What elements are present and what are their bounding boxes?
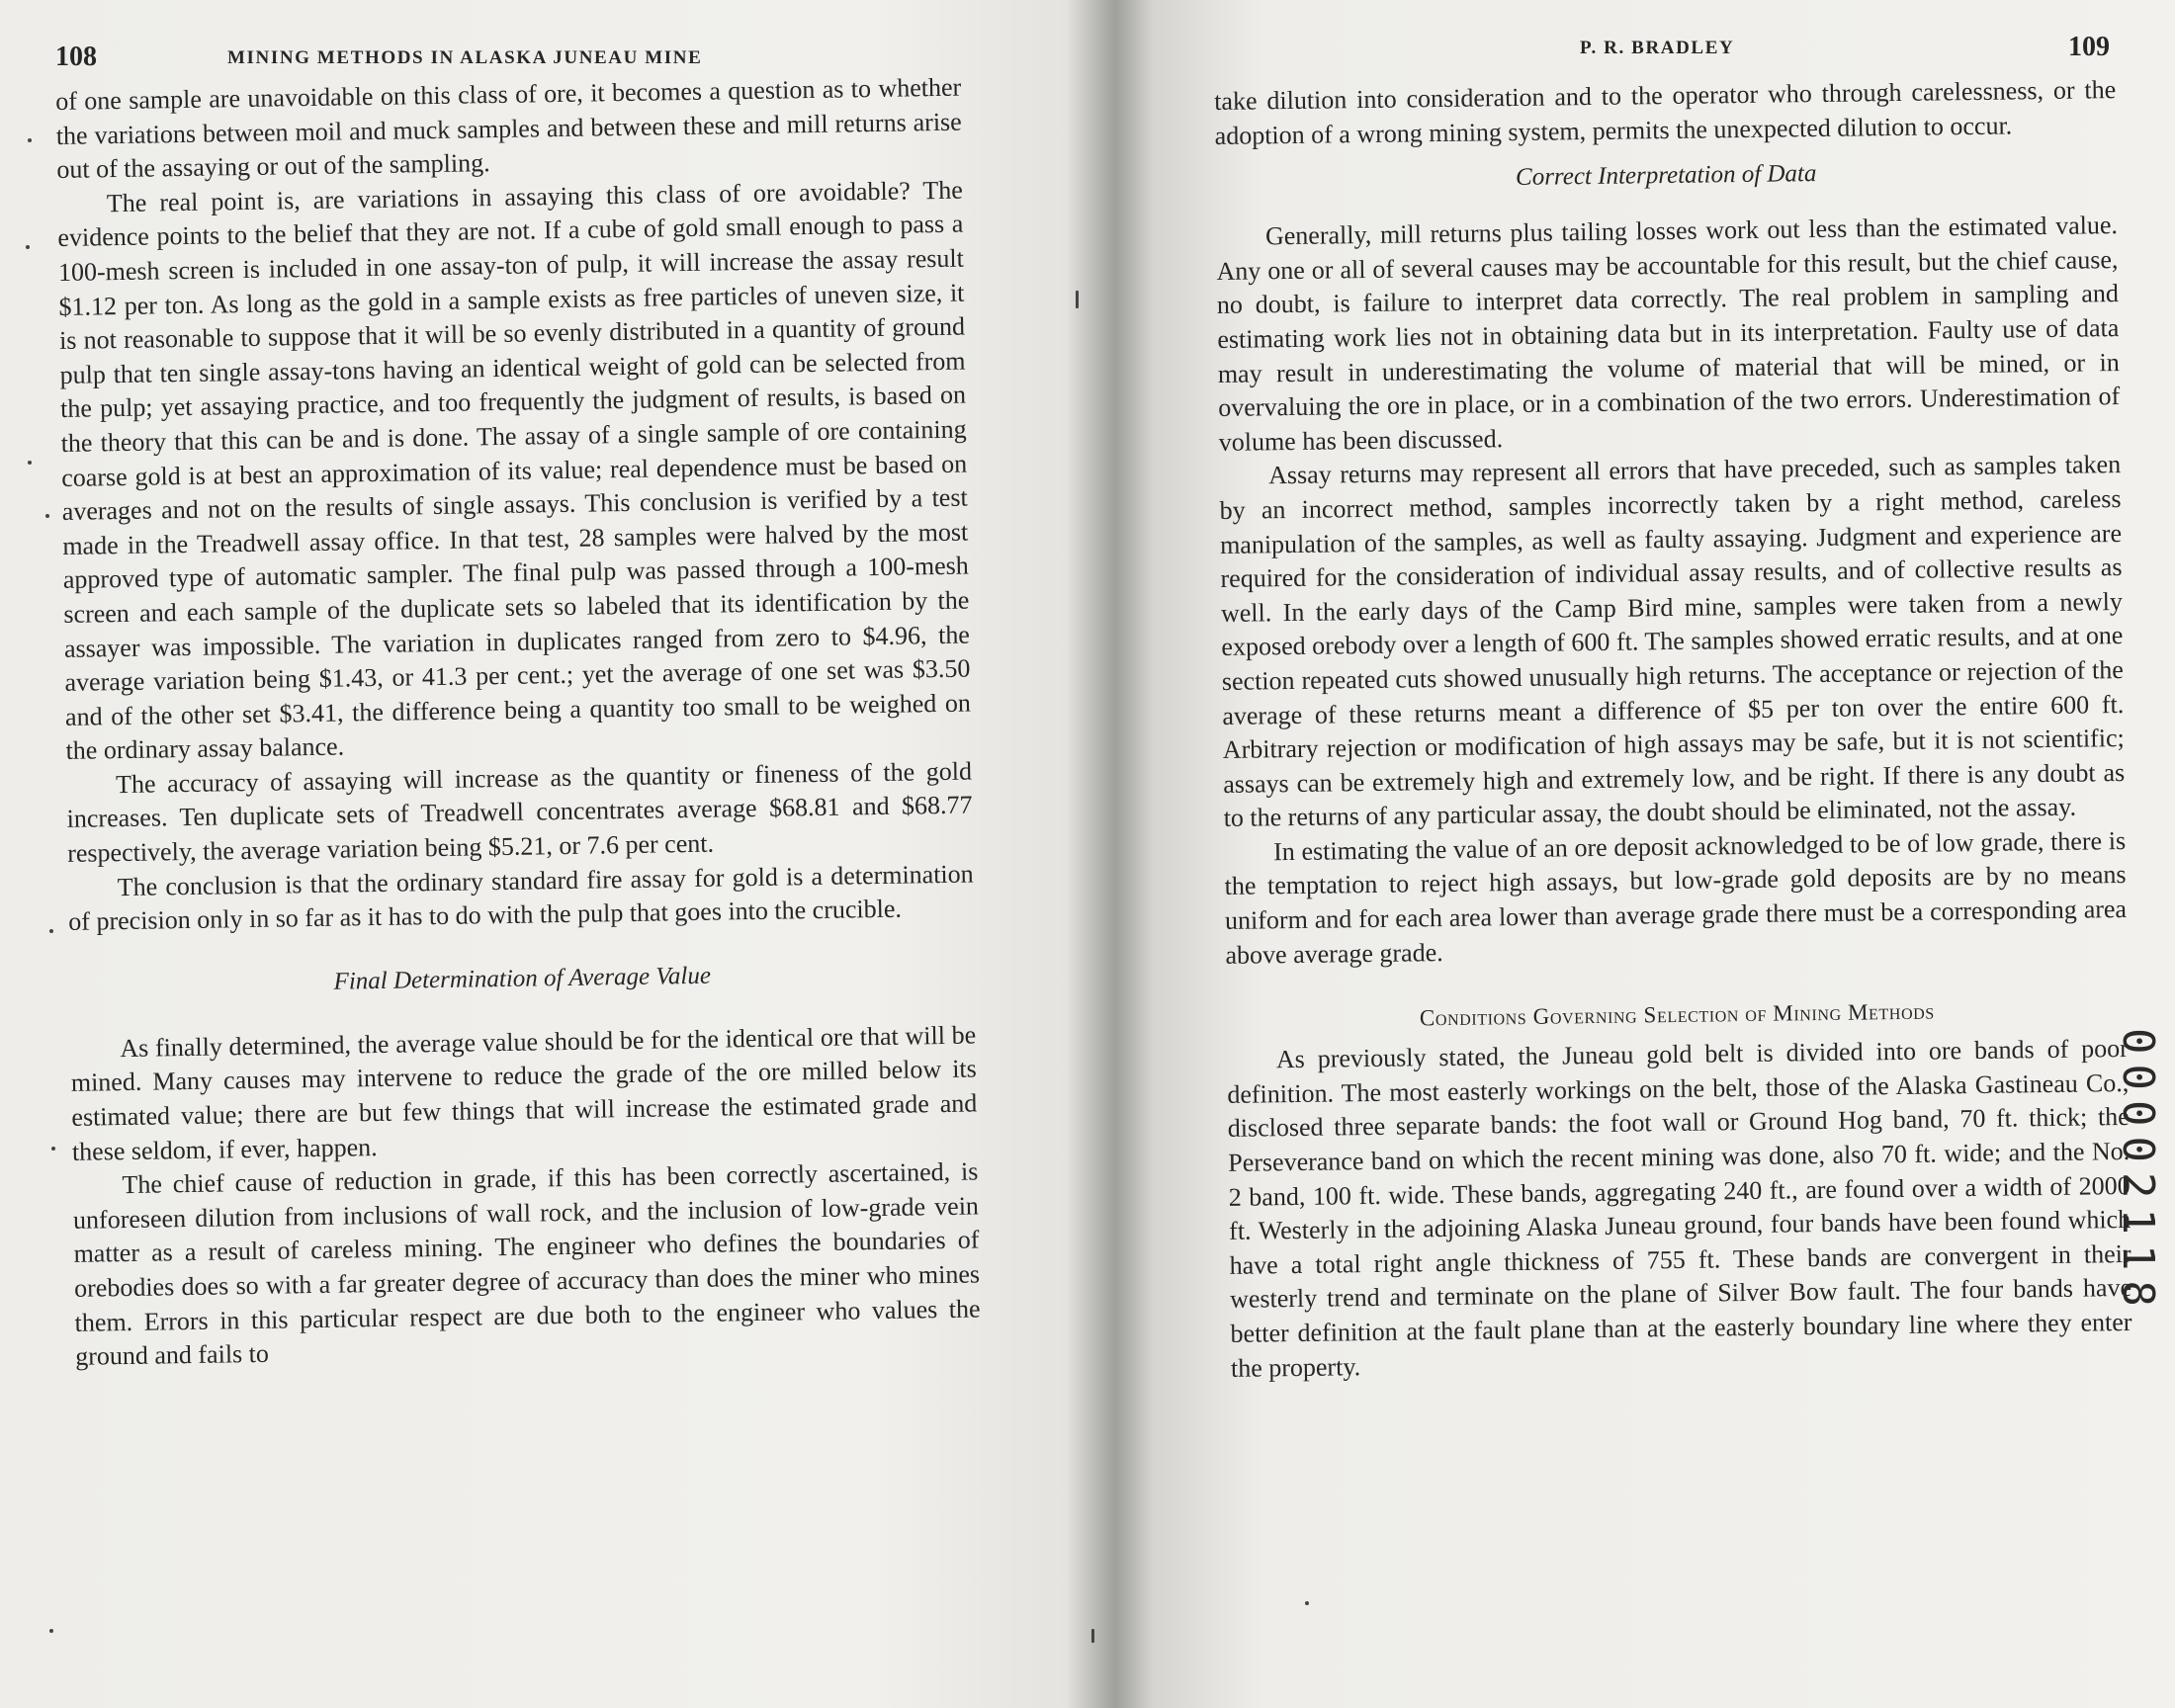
scan-speck — [28, 461, 32, 465]
scan-speck — [49, 1629, 53, 1633]
body-paragraph: The chief cause of reduction in grade, if this has been correctly ascertained, is unforeseen dilution from inclusions of wall rock, and the inclusion of low-grade vein matter as a result of careless mining. The engineer who defines the boundaries of orebodies does so with a far greater degree of accuracy than does the miner who mines them. Errors in this particular respect are due both to the engineer who values the ground and fails to — [72, 1156, 981, 1372]
scan-speck — [1091, 1629, 1094, 1643]
right-page-body — [1214, 73, 2132, 1386]
page-number: 109 — [2068, 32, 2110, 62]
body-paragraph: The accuracy of assaying will increase as the quantity or fineness of the gold increases. Ten duplicate sets of Treadwell concentrates average $68.81 and $68.77 respectively, the average variation being $5.21, or 7.6 per cent. — [66, 756, 973, 868]
body-paragraph: Assay returns may represent all errors that have preceded, such as samples taken by an incorrect method, samples incorrectly taken by a right method, careless manipulation of the samples, as well as faulty assaying. Judgment and experience are required for the consideration of individual assay results, and of collective results as well. In the early days of the Camp Bird mine, samples were taken from a newly exposed orebody over a length of 600 ft. The samples showed erratic results, and at one section repeated cuts showed unusually high returns. The acceptance or rejection of the average of these returns meant a difference of $5 per ton over the entire 600 ft. Arbitrary rejection or modification of high assays may be safe, but it is not scientific; assays can be extremely high and extremely low, and be right. If there is any doubt as to the returns of any particular assay, the doubt should be eliminated, not the assay. — [1219, 450, 2126, 833]
right-page-header — [1097, 30, 2175, 69]
running-head: P. R. BRADLEY — [1580, 38, 1735, 58]
body-paragraph: Generally, mill returns plus tailing losses work out less than the estimated value. Any one or all of several causes may be accountable for this result, but the chief cause, no doubt, is failure to interpret data correctly. The real problem in sampling and estimating work lies not in obtaining data but in its interpretation. Faulty use of data may result in underestimating the volume of material that will be mined, or in overvaluing the ore in place, or in a combination of the two errors. Underestimation of volume has been discussed. — [1216, 211, 2121, 457]
scan-speck — [49, 929, 53, 933]
scan-speck — [1076, 291, 1079, 308]
scan-speck — [28, 138, 32, 142]
section-heading: Final Determination of Average Value — [333, 962, 712, 995]
scan-speck — [1305, 1601, 1309, 1605]
body-paragraph: In estimating the value of an ore deposit acknowledged to be of low grade, there is the temptation to reject high assays, but low-grade gold deposits are by no means uniform and for each area lower than average grade there must be a corresponding area above average grade. — [1224, 825, 2128, 970]
right-page — [1097, 0, 2175, 1708]
scan-speck — [51, 1147, 55, 1151]
scan-speck — [26, 245, 30, 249]
page-number: 108 — [55, 42, 97, 72]
body-paragraph: take dilution into consideration and to the operator who through carelessness, or the adoption of a wrong mining system, permits the unexpected dilution to occur. — [1214, 75, 2117, 150]
left-page-header — [0, 30, 1088, 72]
body-paragraph: As previously stated, the Juneau gold belt is divided into ore bands of poor definition. The most easterly workings on the belt, those of the Alaska Gastineau Co., disclosed three separate bands: the foot wall or Ground Hog band, 70 ft. thick; the Perseverance band on which the recent mining was done, also 70 ft. wide; and the No. 2 band, 100 ft. wide. These bands, aggregating 240 ft., are found over a width of 2000 ft. Westerly in the adjoining Alaska Juneau ground, four bands have been found which have a total right angle thickness of 755 ft. These bands are convergent in their westerly trend and terminate on the plane of Silver Bow fault. The four bands have better definition at the fault plane than at the easterly boundary line where they enter the property. — [1227, 1034, 2132, 1383]
body-paragraph: of one sample are unavoidable on this class of ore, it becomes a question as to whether the variations between moil and muck samples and between these and mill returns arise out of the assaying or out of the sampling. — [55, 72, 962, 185]
section-heading: Correct Interpretation of Data — [1515, 160, 1817, 192]
scan-speck — [45, 514, 49, 518]
left-page-body — [55, 71, 981, 1375]
margin-stamp: 00002118 — [2113, 1028, 2163, 1317]
body-paragraph: The real point is, are variations in assaying this class of ore avoidable? The evidence points to the belief that they are not. If a cube of gold small enough to pass a 100-mesh screen is included in one assay-ton of pulp, it will increase the assay result $1.12 per ton. As long as the gold in a sample exists as free particles of uneven size, it is not reasonable to suppose that it will be so evenly distributed in a quantity of ground pulp that ten single assay-tons having an identical weight of gold can be selected from the pulp; yet assaying practice, and too frequently the judgment of results, is based on the theory that this can be and is done. The assay of a single sample of ore containing coarse gold is at best an approximation of its value; real dependence must be based on averages and not on the results of single assays. This conclusion is verified by a test made in the Treadwell assay office. In that test, 28 samples were halved by the most approved type of automatic sampler. The final pulp was passed through a 100-mesh screen and each sample of the duplicate sets so labeled that its identification by the assayer was impossible. The variation in duplicates ranged from zero to $4.96, the average variation being $1.43, or 41.3 per cent.; yet the average of one set was $3.50 and of the other set $3.41, the difference being a quantity too small to be weighed on the ordinary assay balance. — [57, 175, 972, 766]
section-heading: Conditions Governing Selection of Mining Methods — [1419, 998, 1935, 1031]
body-paragraph: As finally determined, the average value should be for the identical ore that will be mined. Many causes may intervene to reduce the grade of the ore milled below its estimated value; there are but few things that will increase the estimated grade and these seldom, if ever, happen. — [70, 1020, 978, 1166]
body-paragraph: The conclusion is that the ordinary standard fire assay for gold is a determination of precision only in so far as it has to do with the pulp that goes into the crucible. — [68, 859, 974, 937]
running-head: MINING METHODS IN ALASKA JUNEAU MINE — [227, 47, 703, 68]
